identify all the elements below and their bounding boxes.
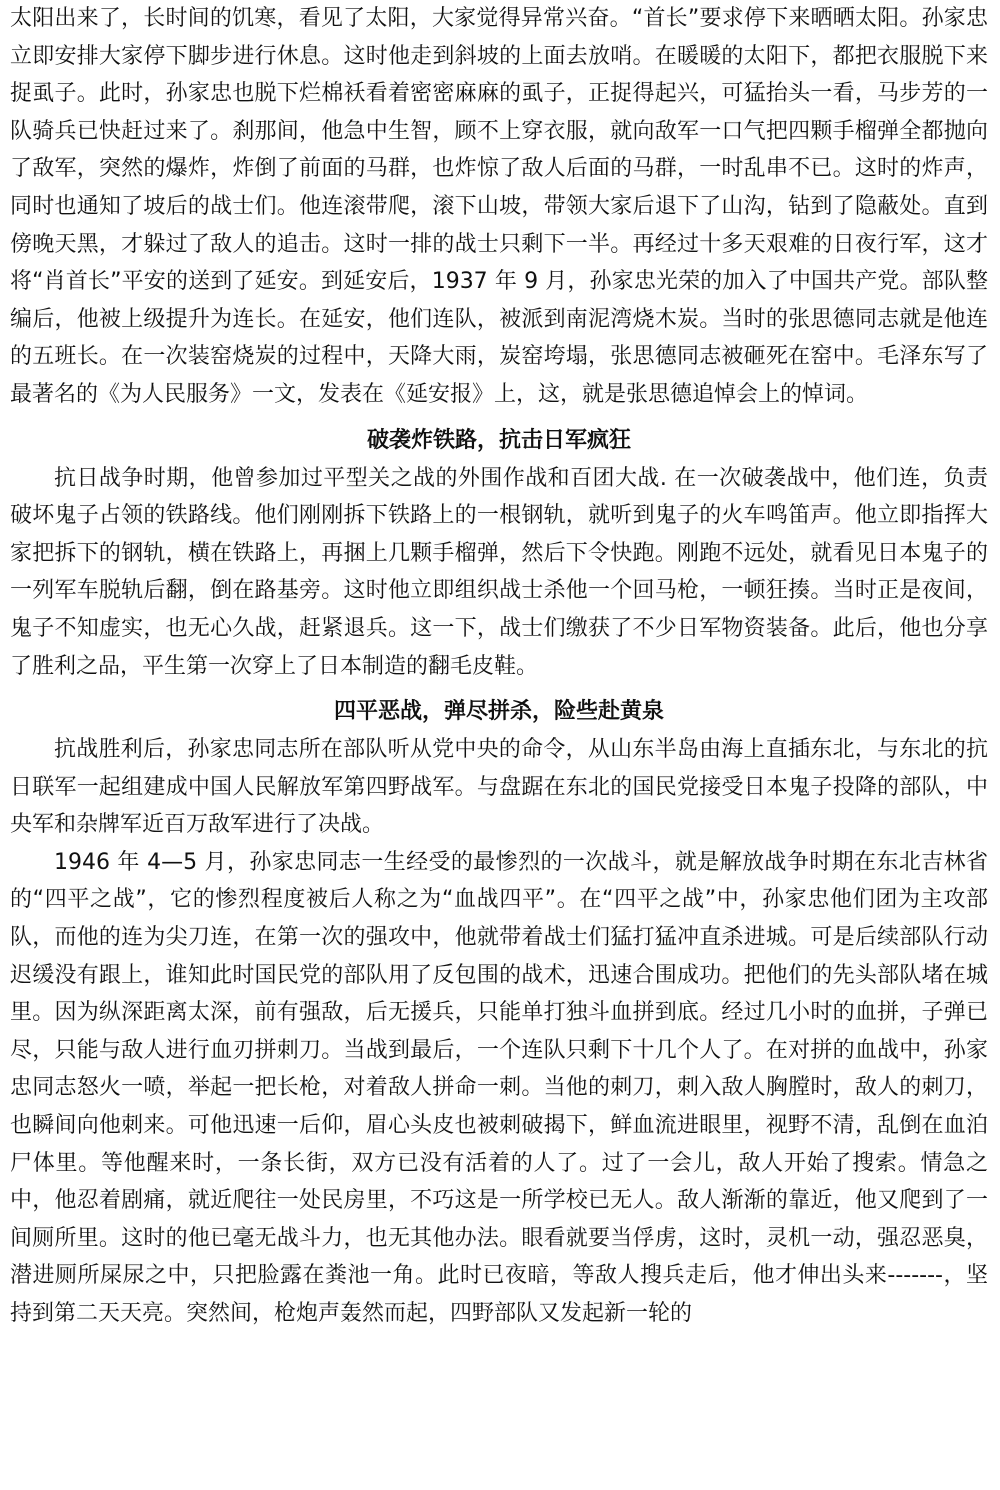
paragraph-siping-1: 抗战胜利后，孙家忠同志所在部队听从党中央的命令，从山东半岛由海上直插东北，与东北的抗日联军一起组建成中国人民解放军第四野战军。与盘踞在东北的国民党接受日本鬼子投降的部队，中央军和杂牌军近百万敌军进行了决战。	[10, 737, 988, 838]
paragraph-railway: 抗日战争时期，他曾参加过平型关之战的外围作战和百团大战. 在一次破袭战中，他们连，负责破坏鬼子占领的铁路线。他们刚刚拆下铁路上的一根钢轨，就听到鬼子的火车鸣笛声。他立即指挥大家把拆下的钢轨，横在铁路上，再捆上几颗手榴弹，然后下令快跑。刚跑不远处，就看见日本鬼子的一列军车脱轨后翻，倒在路基旁。这时他立即组织战士杀他一个回马枪，一顿狂揍。当时正是夜间，鬼子不知虚实，也无心久战，赶紧退兵。这一下，战士们缴获了不少日军物资装备。此后，他也分享了胜利之品，平生第一次穿上了日本制造的翻毛皮鞋。	[10, 465, 988, 679]
paragraph-siping-2: 1946 年 4—5 月，孙家忠同志一生经受的最惨烈的一次战斗，就是解放战争时期在东北吉林省的“四平之战”，它的惨烈程度被后人称之为“血战四平”。在“四平之战”中，孙家忠他们团为主攻部队，而他的连为尖刀连，在第一次的强攻中，他就带着战士们猛打猛冲直杀进城。可是后续部队行动迟缓没有跟上，谁知此时国民党的部队用了反包围的战术，迅速合围成功。把他们的先头部队堵在城里。因为纵深距离太深，前有强敌，后无援兵，只能单打独斗血拼到底。经过几小时的血拼，子弹已尽，只能与敌人进行血刃拼刺刀。当战到最后，一个连队只剩下十几个人了。在对拼的血战中，孙家忠同志怒火一喷，举起一把长枪，对着敌人拼命一刺。当他的刺刀，刺入敌人胸膛时，敌人的刺刀，也瞬间向他刺来。可他迅速一后仰，眉心头皮也被刺破揭下，鲜血流进眼里，视野不清，乱倒在血泊尸体里。等他醒来时，一条长街，双方已没有活着的人了。过了一会儿，敌人开始了搜索。情急之中，他忍着剧痛，就近爬往一处民房里，不巧这是一所学校已无人。敌人渐渐的靠近，他又爬到了一间厕所里。这时的他已毫无战斗力，也无其他办法。眼看就要当俘虏，这时，灵机一动，强忍恶臭，潜进厕所屎尿之中，只把脸露在粪池一角。此时已夜暗，等敌人搜兵走后，他才伸出头来-------，坚持到第二天天亮。突然间，枪炮声轰然而起，四野部队又发起新一轮的	[10, 849, 988, 1326]
section-gap	[10, 414, 988, 422]
paragraph-intro: 太阳出来了，长时间的饥寒，看见了太阳，大家觉得异常兴奋。“首长”要求停下来晒晒太阳。孙家忠立即安排大家停下脚步进行休息。这时他走到斜坡的上面去放哨。在暖暖的太阳下，都把衣服脱下来捉虱子。此时，孙家忠也脱下烂棉袄看着密密麻麻的虱子，正捉得起兴，可猛抬头一看，马步芳的一队骑兵已快赶过来了。刹那间，他急中生智，顾不上穿衣服，就向敌军一口气把四颗手榴弹全都抛向了敌军，突然的爆炸，炸倒了前面的马群，也炸惊了敌人后面的马群，一时乱串不已。这时的炸声，同时也通知了坡后的战士们。他连滚带爬，滚下山坡，带领大家后退下了山沟，钻到了隐蔽处。直到傍晚天黑，才躲过了敌人的追击。这时一排的战士只剩下一半。再经过十多天艰难的日夜行军，这才将“肖首长”平安的送到了延安。到延安后，1937 年 9 月，孙家忠光荣的加入了中国共产党。部队整编后，他被上级提升为连长。在延安，他们连队，被派到南泥湾烧木炭。当时的张思德同志就是他连的五班长。在一次装窑烧炭的过程中，天降大雨，炭窑垮塌，张思德同志被砸死在窑中。毛泽东写了最著名的《为人民服务》一文，发表在《延安报》上，这，就是张思德追悼会上的悼词。	[10, 6, 988, 407]
section-heading-siping: 四平恶战，弹尽拼杀，险些赴黄泉	[333, 699, 664, 725]
section-gap	[10, 685, 988, 693]
section-heading-railway: 破袭炸铁路，抗击日军疯狂	[366, 427, 631, 453]
